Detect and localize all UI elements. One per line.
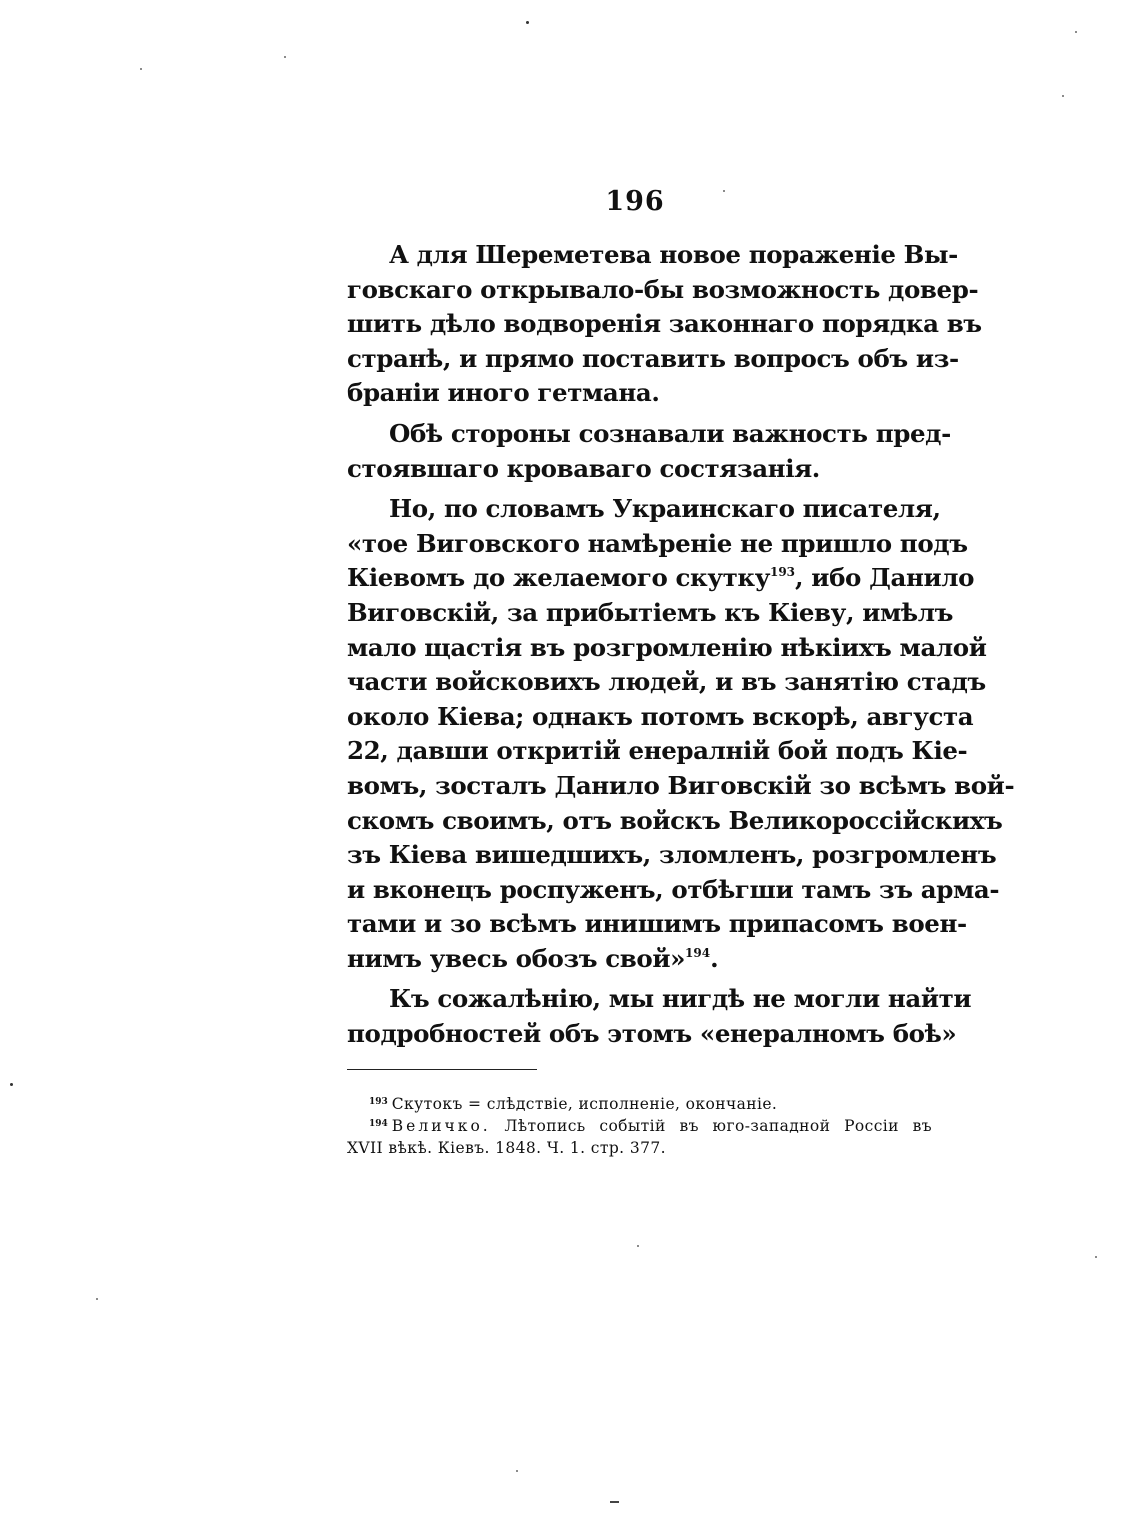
footnote-number: 194: [369, 1119, 388, 1129]
text-line: скомъ своимъ, отъ войскъ Великороссійскихъ: [347, 805, 1003, 835]
text-line: и вконецъ роспуженъ, отбѣгши тамъ зъ арма-: [347, 874, 1000, 904]
text-line: говскаго открывало-бы возможность довер-: [347, 274, 979, 304]
page-number: 196: [605, 186, 665, 217]
text-line: тами и зо всѣмъ инишимъ припасомъ воен-: [347, 909, 967, 939]
text-line: браніи иного гетмана.: [347, 378, 660, 408]
text-line: 22, давши откритій енералній бой подъ Кіе-: [347, 736, 968, 766]
text-line: Виговскій, за прибытіемъ къ Кіеву, имѣлъ: [347, 597, 953, 627]
footnote-number: 193: [369, 1097, 388, 1107]
text-line: стоявшаго кроваваго состязанія.: [347, 453, 820, 483]
text-line: Къ сожалѣнію, мы нигдѣ не могли найти: [389, 984, 972, 1014]
text-segment: .: [710, 943, 719, 973]
scan-speck: [516, 1470, 518, 1472]
footnote-ref-194: 194: [685, 945, 711, 960]
footnotes: [347, 1093, 932, 1159]
text-line: странѣ, и прямо поставить вопросъ объ из-: [347, 343, 959, 373]
text-segment: , ибо Данило: [795, 563, 975, 593]
footnote-author: Величко.: [391, 1117, 491, 1135]
scan-speck: [10, 1083, 13, 1086]
footnote-divider: [347, 1069, 537, 1070]
scan-speck: [637, 1245, 639, 1247]
footnote-text: Лѣтопись событій въ юго-западной Россіи въ: [504, 1117, 932, 1135]
scan-speck: [1095, 1256, 1097, 1258]
scan-speck: [1062, 95, 1064, 97]
text-segment: Кіевомъ до желаемого скутку: [347, 563, 770, 593]
scan-speck: [723, 190, 725, 192]
text-line: [347, 561, 975, 596]
scan-speck: [610, 1501, 619, 1503]
text-line: Но, по словамъ Украинскаго писателя,: [389, 494, 941, 524]
text-line: вомъ, зосталъ Данило Виговскій зо всѣмъ вой-: [347, 770, 1015, 800]
footnote-193: [347, 1093, 932, 1115]
scan-speck: [1075, 31, 1077, 33]
main-text: [347, 238, 1015, 1052]
text-line: подробностей объ этомъ «енералномъ боѣ»: [347, 1019, 957, 1049]
text-line: Обѣ стороны сознавали важность пред-: [389, 418, 951, 448]
scan-speck: [96, 1298, 98, 1300]
scan-speck: [140, 68, 142, 70]
text-line: зъ Кіева вишедшихъ, зломленъ, розгромленъ: [347, 840, 997, 870]
text-line: мало щастія въ розгромленію нѣкіихъ малой: [347, 632, 987, 662]
text-line: А для Шереметева новое пораженіе Вы-: [389, 240, 958, 269]
text-line: [347, 942, 932, 977]
footnote-194-continuation: XVII вѣкѣ. Кіевъ. 1848. Ч. 1. стр. 377.: [347, 1139, 666, 1157]
scan-speck: [284, 56, 286, 58]
text-line: около Кіева; однакъ потомъ вскорѣ, августа: [347, 701, 974, 731]
text-line: «тое Виговского намѣреніе не пришло подъ: [347, 528, 968, 558]
text-segment: нимъ увесь обозъ свой»: [347, 943, 686, 973]
text-line: части войсковихъ людей, и въ занятію стадъ: [347, 667, 986, 697]
footnote-194: [347, 1115, 932, 1137]
footnote-text: Скутокъ = слѣдствіе, исполненіе, окончаніе.: [391, 1095, 778, 1113]
scan-speck: [526, 21, 529, 24]
text-line: шить дѣло водворенія законнаго порядка въ: [347, 309, 982, 339]
footnote-ref-193: 193: [769, 565, 796, 580]
